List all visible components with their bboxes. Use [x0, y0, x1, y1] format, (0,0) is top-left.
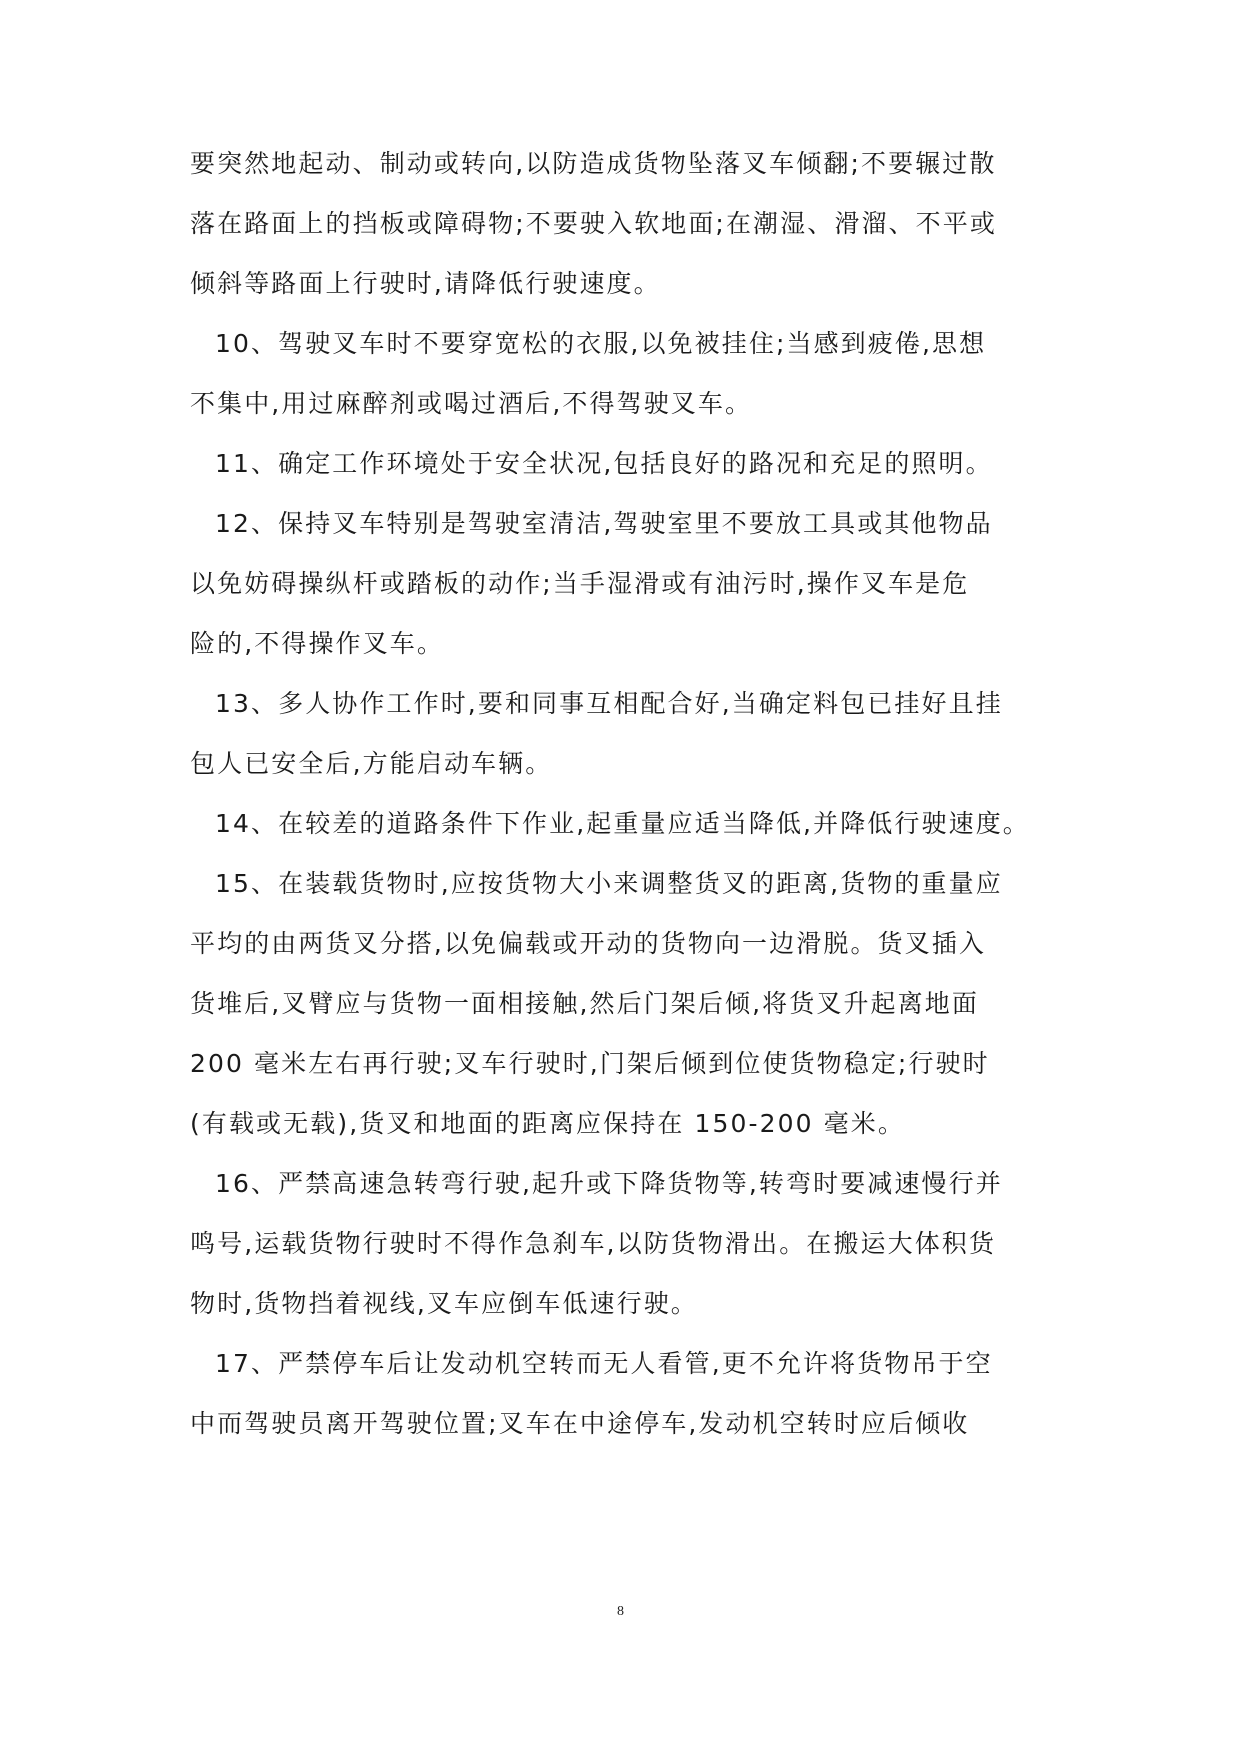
text-line: 200 毫米左右再行驶;叉车行驶时,门架后倾到位使货物稳定;行驶时: [190, 1049, 990, 1078]
text-line: 10、驾驶叉车时不要穿宽松的衣服,以免被挂住;当感到疲倦,思想: [215, 329, 987, 358]
text-line: 不集中,用过麻醉剂或喝过酒后,不得驾驶叉车。: [190, 389, 753, 418]
text-line: 要突然地起动、制动或转向,以防造成货物坠落叉车倾翻;不要辗过散: [190, 149, 997, 178]
text-line: 鸣号,运载货物行驶时不得作急刹车,以防货物滑出。在搬运大体积货: [190, 1229, 996, 1258]
text-line: 包人已安全后,方能启动车辆。: [190, 749, 553, 778]
text-line: 11、确定工作环境处于安全状况,包括良好的路况和充足的照明。: [215, 449, 993, 478]
text-line: 平均的由两货叉分搭,以免偏载或开动的货物向一边滑脱。货叉插入: [190, 929, 986, 958]
text-line: 13、多人协作工作时,要和同事互相配合好,当确定料包已挂好且挂: [215, 689, 1003, 718]
text-line: 17、严禁停车后让发动机空转而无人看管,更不允许将货物吊于空: [215, 1349, 993, 1378]
text-line: 以免妨碍操纵杆或踏板的动作;当手湿滑或有油污时,操作叉车是危: [190, 569, 970, 598]
text-line: 货堆后,叉臂应与货物一面相接触,然后门架后倾,将货叉升起离地面: [190, 989, 979, 1018]
text-line: 12、保持叉车特别是驾驶室清洁,驾驶室里不要放工具或其他物品: [215, 509, 993, 538]
text-line: 险的,不得操作叉车。: [190, 629, 444, 658]
text-line: 落在路面上的挡板或障碍物;不要驶入软地面;在潮湿、滑溜、不平或: [190, 209, 997, 238]
text-line: 15、在装载货物时,应按货物大小来调整货叉的距离,货物的重量应: [215, 869, 1003, 898]
text-line: 倾斜等路面上行驶时,请降低行驶速度。: [190, 269, 661, 298]
text-line: 中而驾驶员离开驾驶位置;叉车在中途停车,发动机空转时应后倾收: [190, 1409, 970, 1438]
page-number: 8: [617, 1604, 624, 1619]
text-line: 16、严禁高速急转弯行驶,起升或下降货物等,转弯时要减速慢行并: [215, 1169, 1003, 1198]
text-line: 物时,货物挡着视线,叉车应倒车低速行驶。: [190, 1289, 698, 1318]
text-line: (有载或无载),货叉和地面的距离应保持在 150-200 毫米。: [190, 1109, 906, 1138]
text-line: 14、在较差的道路条件下作业,起重量应适当降低,并降低行驶速度。: [215, 809, 1030, 838]
